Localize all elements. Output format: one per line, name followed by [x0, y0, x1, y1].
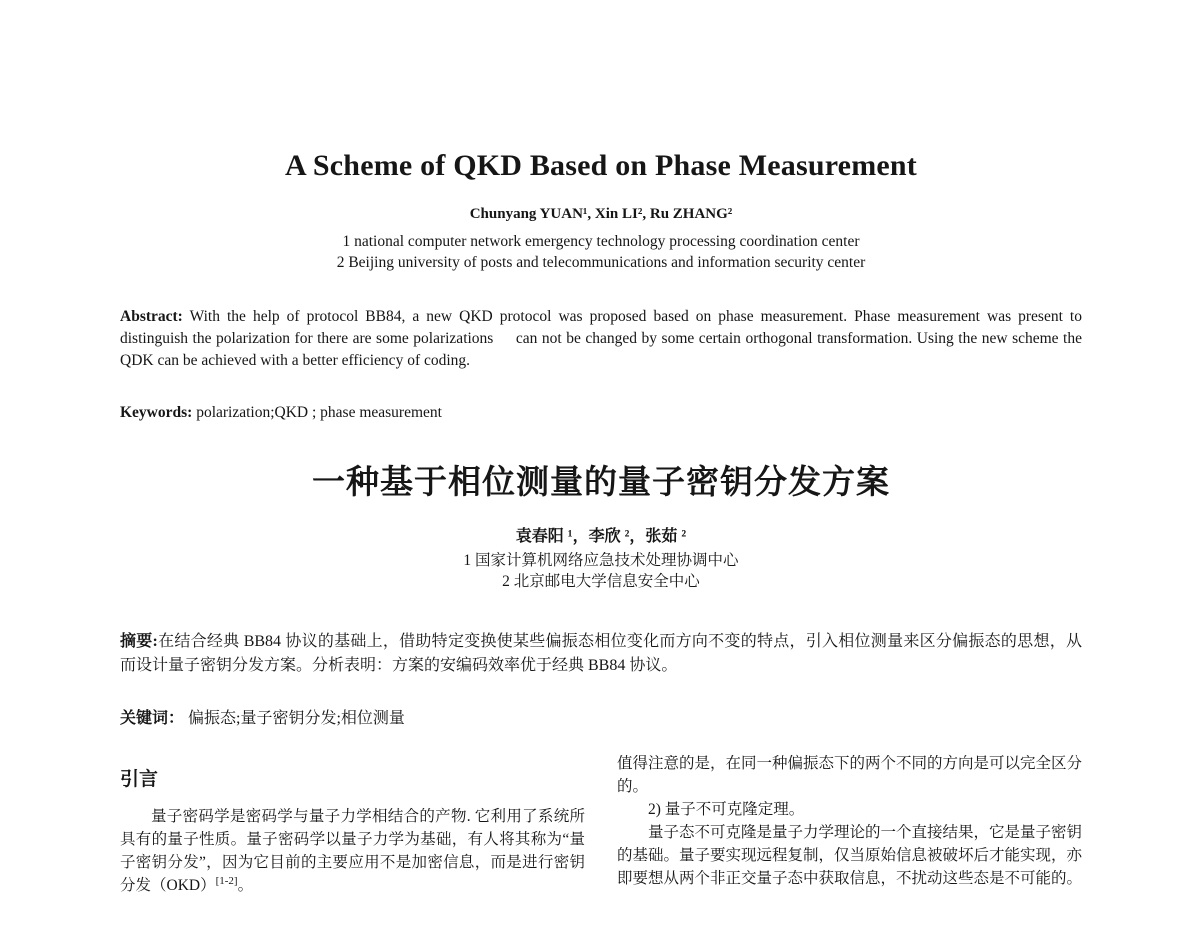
chinese-affiliation-1: 1 国家计算机网络应急技术处理协调中心: [463, 552, 739, 570]
abstract-text: With the help of protocol BB84, a new QKD protocol was proposed based on phase measurement. Phase measurement was present to distinguish the polarization for there are some polarizations can not be changed by some certain orthogonal transformation. Using the new scheme the QDK can be achieved with a better efficiency of coding.: [120, 308, 1082, 369]
keywords-label: Keywords:: [120, 404, 193, 421]
affiliation-2: 2 Beijing university of posts and telecommunications and information security center: [336, 254, 866, 271]
left-column: [120, 752, 585, 897]
citation-superscript: [1-2]: [215, 875, 238, 888]
chinese-abstract-paragraph: [120, 630, 1082, 678]
intro-paragraph-text: 量子密码学是密码学与量子力学相结合的产物. 它利用了系统所具有的量子性质。量子密码学以量子力学为基础，有人将其称为“量子密钥分发”，因为它目前的主要应用不是加密信息，而是进行密钥分发（OKD）: [120, 808, 585, 895]
abstract-label: Abstract:: [120, 308, 183, 325]
keywords-text: polarization;QKD ; phase measurement: [192, 404, 442, 421]
intro-paragraph-end: 。: [237, 877, 254, 895]
right-column: [617, 752, 1082, 897]
right-paragraph-2: 2) 量子不可克隆定理。: [648, 801, 805, 819]
chinese-affiliation-2: 2 北京邮电大学信息安全中心: [502, 573, 700, 591]
right-paragraph-3: 量子态不可克隆是量子力学理论的一个直接结果，它是量子密钥的基础。量子要实现远程复制，仅当原始信息被破坏后才能实现，亦即要想从两个非正交量子态中获取信息，不扰动这些态是不可能的。: [617, 824, 1083, 888]
chinese-authors-line: 袁春阳 ¹，李欣 ²，张茹 ²: [515, 528, 687, 546]
chinese-abstract-text: 在结合经典 BB84 协议的基础上，借助特定变换使某些偏振态相位变化而方向不变的特点，引入相位测量来区分偏振态的思想，从而设计量子密钥分发方案。分析表明：方案的安编码效率优于经典 BB84 协议。: [120, 633, 1082, 675]
intro-heading: 引言: [120, 769, 159, 791]
chinese-keywords-text: 偏振态;量子密钥分发;相位测量: [184, 710, 405, 728]
two-column-body: [120, 752, 1082, 897]
affiliation-1: 1 national computer network emergency technology processing coordination center: [342, 233, 860, 250]
chinese-abstract-label: 摘要:: [120, 633, 158, 651]
paper-title: A Scheme of QKD Based on Phase Measurement: [285, 149, 917, 182]
chinese-keywords-label: 关键词：: [120, 710, 185, 728]
authors-line: Chunyang YUAN¹, Xin LI², Ru ZHANG²: [469, 206, 733, 222]
intro-paragraph: [120, 805, 585, 897]
chinese-keywords-line: [120, 708, 1082, 730]
abstract-paragraph: [120, 306, 1082, 372]
chinese-title: 一种基于相位测量的量子密钥分发方案: [312, 465, 890, 501]
keywords-line: [120, 402, 1082, 423]
right-paragraph-1: 值得注意的是，在同一种偏振态下的两个不同的方向是可以完全区分的。: [617, 755, 1083, 796]
